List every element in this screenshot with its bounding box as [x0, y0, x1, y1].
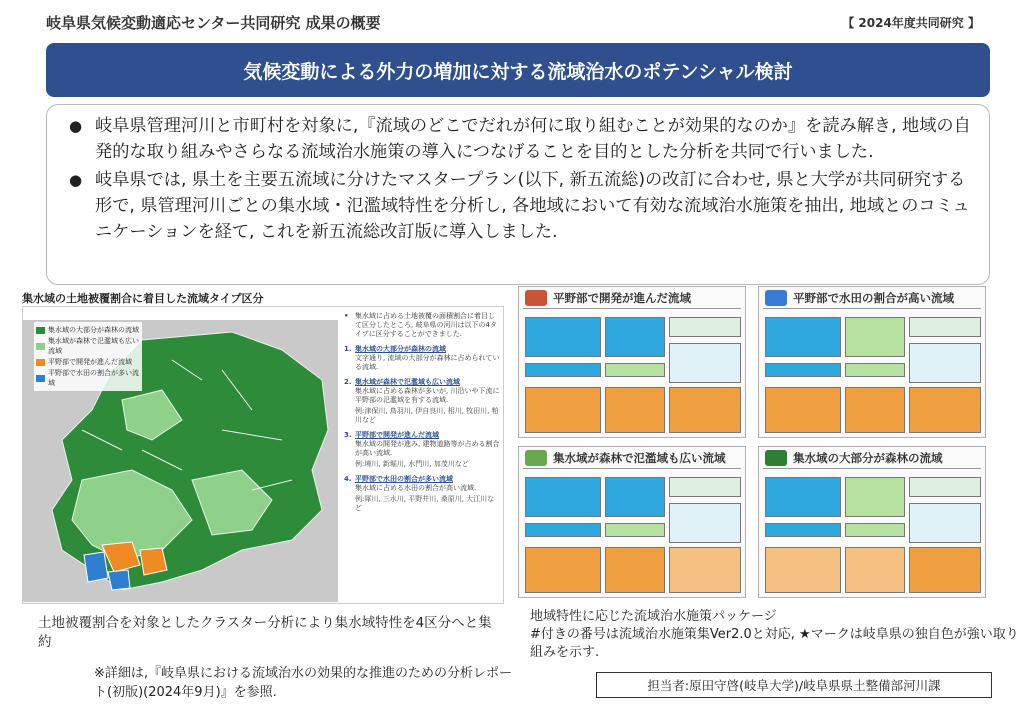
legend-label: 集水域の大部分が森林の流域	[48, 326, 139, 334]
package-cell	[909, 317, 981, 337]
forest-icon	[765, 450, 787, 466]
package-cell	[845, 477, 905, 517]
legend-label: 平野部で開発が進んだ流域	[48, 358, 132, 366]
summary-bullet	[69, 113, 971, 165]
type-desc: 集水域に占める水田の割合が高い流域.	[355, 484, 477, 492]
type-title: 平野部で水田の割合が多い流域	[355, 475, 453, 483]
package-cell	[845, 317, 905, 357]
map-legend	[34, 322, 142, 391]
type-example: 例:犀川, 三水川, 平野井川, 桑原川, 大江川など	[355, 495, 495, 512]
year-tag: 【 2024年度共同研究 】	[842, 16, 980, 30]
legend-swatch	[36, 327, 45, 334]
legend-swatch	[36, 359, 45, 366]
legend-item	[36, 368, 140, 388]
package-cell	[669, 477, 741, 497]
page-header-title: 岐阜県気候変動適応センター共同研究 成果の概要	[46, 14, 381, 32]
package-panel	[518, 286, 746, 438]
city-icon	[525, 290, 547, 306]
package-cell	[765, 363, 841, 377]
type-example: 例:境川, 新堀川, 水門川, 加茂川など	[355, 460, 469, 468]
package-cell	[605, 363, 665, 377]
contact-text: 担当者:原田守啓(岐阜大学)/岐阜県県土整備部河川課	[647, 678, 941, 693]
package-cell	[765, 387, 841, 433]
type-item: 3. 平野部で開発が進んだ流域 集水域の開発が進み, 建物道路等が占める割合が高い流域. 例:境川, 新堀川, 水門川, 加茂川など	[344, 431, 500, 468]
package-cell	[669, 387, 741, 433]
package-cell	[909, 343, 981, 383]
summary-box	[46, 104, 990, 285]
package-cell	[525, 363, 601, 377]
watershed-type-list	[344, 312, 500, 519]
package-cell	[909, 547, 981, 593]
package-cell	[605, 317, 665, 357]
package-caption-line: #付きの番号は流域治水施策集Ver2.0と対応, ★マークは岐阜県の独自色が強い取り組みを示す.	[530, 627, 1019, 660]
package-cell	[669, 317, 741, 337]
package-panel	[758, 286, 986, 438]
forest-river-icon	[525, 450, 547, 466]
type-intro: • 集水域に占める土地被覆の面積割合に着目して区分したところ, 岐阜県の河川は以下の4タイプに区分することができました.	[344, 312, 497, 338]
type-item: 1. 集水域の大部分が森林の流域 文字通り, 流域の大部分が森林に占められている流域.	[344, 345, 500, 371]
type-item: 4. 平野部で水田の割合が多い流域 集水域に占める水田の割合が高い流域. 例:犀川, 三水川, 平野井川, 桑原川, 大江川など	[344, 475, 500, 513]
contact-box	[596, 672, 992, 698]
package-title: 集水域が森林で氾濫域も広い流域	[553, 451, 726, 465]
main-title: 気候変動による外力の増加に対する流域治水のポテンシャル検討	[243, 60, 793, 83]
summary-text: 岐阜県管理河川と市町村を対象に,『流域のどこでだれが何に取り組むことが効果的なのか』を読み解き, 地域の自発的な取り組みやさらなる流域治水施策の導入につなげることを目的とした分析を共同で行いました.	[95, 116, 971, 162]
bullet-icon: ●	[69, 171, 83, 189]
package-cell	[845, 547, 905, 593]
package-cell	[525, 523, 601, 537]
package-title: 集水域の大部分が森林の流域	[793, 451, 943, 465]
map-section-title: 集水域の土地被覆割合に着目した流域タイプ区分	[22, 292, 264, 305]
package-cell	[765, 477, 841, 517]
main-title-banner	[46, 43, 990, 97]
bullet-icon: •	[344, 312, 349, 320]
package-caption-line: 地域特性に応じた流域治水施策パッケージ	[530, 609, 777, 624]
package-cell	[909, 503, 981, 543]
package-cell	[605, 387, 665, 433]
package-panel	[518, 446, 746, 598]
type-example: 例:津保川, 鳥羽川, 伊自良川, 相川, 牧田川, 粕川など	[355, 407, 499, 424]
package-cell	[669, 547, 741, 593]
legend-swatch	[36, 343, 45, 350]
bullet-icon: ●	[69, 117, 83, 135]
package-cell	[525, 547, 601, 593]
package-cell	[525, 317, 601, 357]
package-cell	[605, 523, 665, 537]
rice-field-icon	[765, 290, 787, 306]
type-title: 平野部で開発が進んだ流域	[355, 431, 439, 439]
type-desc: 集水域に占める森林が多いが, 川沿いや下流に平野部の氾濫域を有する流域.	[355, 387, 500, 404]
package-cell	[669, 503, 741, 543]
package-cell	[845, 363, 905, 377]
package-cell	[669, 343, 741, 383]
map-caption: 土地被覆割合を対象としたクラスター分析により集水域特性を4区分へと集約	[38, 615, 492, 650]
legend-label: 集水域が森林で氾濫域も広い流域	[48, 337, 139, 355]
package-cell	[765, 317, 841, 357]
package-title: 平野部で水田の割合が高い流域	[793, 291, 954, 305]
package-cell	[605, 477, 665, 517]
package-cell	[845, 387, 905, 433]
package-cell	[765, 547, 841, 593]
type-title: 集水域が森林で氾濫域も広い流域	[355, 378, 460, 386]
legend-item	[36, 357, 140, 367]
summary-text: 岐阜県では, 県土を主要五流域に分けたマスタープラン(以下, 新五流総)の改訂に合わせ, 県と大学が共同研究する形で, 県管理河川ごとの集水域・氾濫域特性を分析し, 各地域において有効な流域治水施策を抽出, 地域とのコミュニケーションを経て, これを新五流総改訂版に導入しました.	[95, 170, 970, 242]
type-desc: 文字通り, 流域の大部分が森林に占められている流域.	[355, 354, 500, 371]
package-cell	[909, 387, 981, 433]
package-cell	[765, 523, 841, 537]
type-title: 集水域の大部分が森林の流域	[355, 345, 446, 353]
package-cell	[845, 523, 905, 537]
package-panel	[758, 446, 986, 598]
legend-swatch	[36, 375, 45, 382]
package-cell	[525, 387, 601, 433]
type-desc: 集水域の開発が進み, 建物道路等が占める割合が高い流域.	[355, 440, 500, 457]
legend-item	[36, 336, 140, 356]
summary-bullet	[69, 167, 971, 245]
package-cell	[909, 477, 981, 497]
reference-note: ※詳細は,『岐阜県における流域治水の効果的な推進のための分析レポート(初版)(2024年9月)』を参照.	[94, 666, 513, 700]
legend-label: 平野部で水田の割合が多い流域	[48, 369, 139, 387]
type-item: 2. 集水域が森林で氾濫域も広い流域 集水域に占める森林が多いが, 川沿いや下流に平野部の氾濫域を有する流域. 例:津保川, 鳥羽川, 伊自良川, 相川, 牧田川, 粕川など	[344, 378, 500, 424]
package-cell	[525, 477, 601, 517]
package-cell	[605, 547, 665, 593]
package-caption	[530, 608, 1020, 662]
package-title: 平野部で開発が進んだ流域	[553, 291, 691, 305]
legend-item	[36, 325, 140, 335]
